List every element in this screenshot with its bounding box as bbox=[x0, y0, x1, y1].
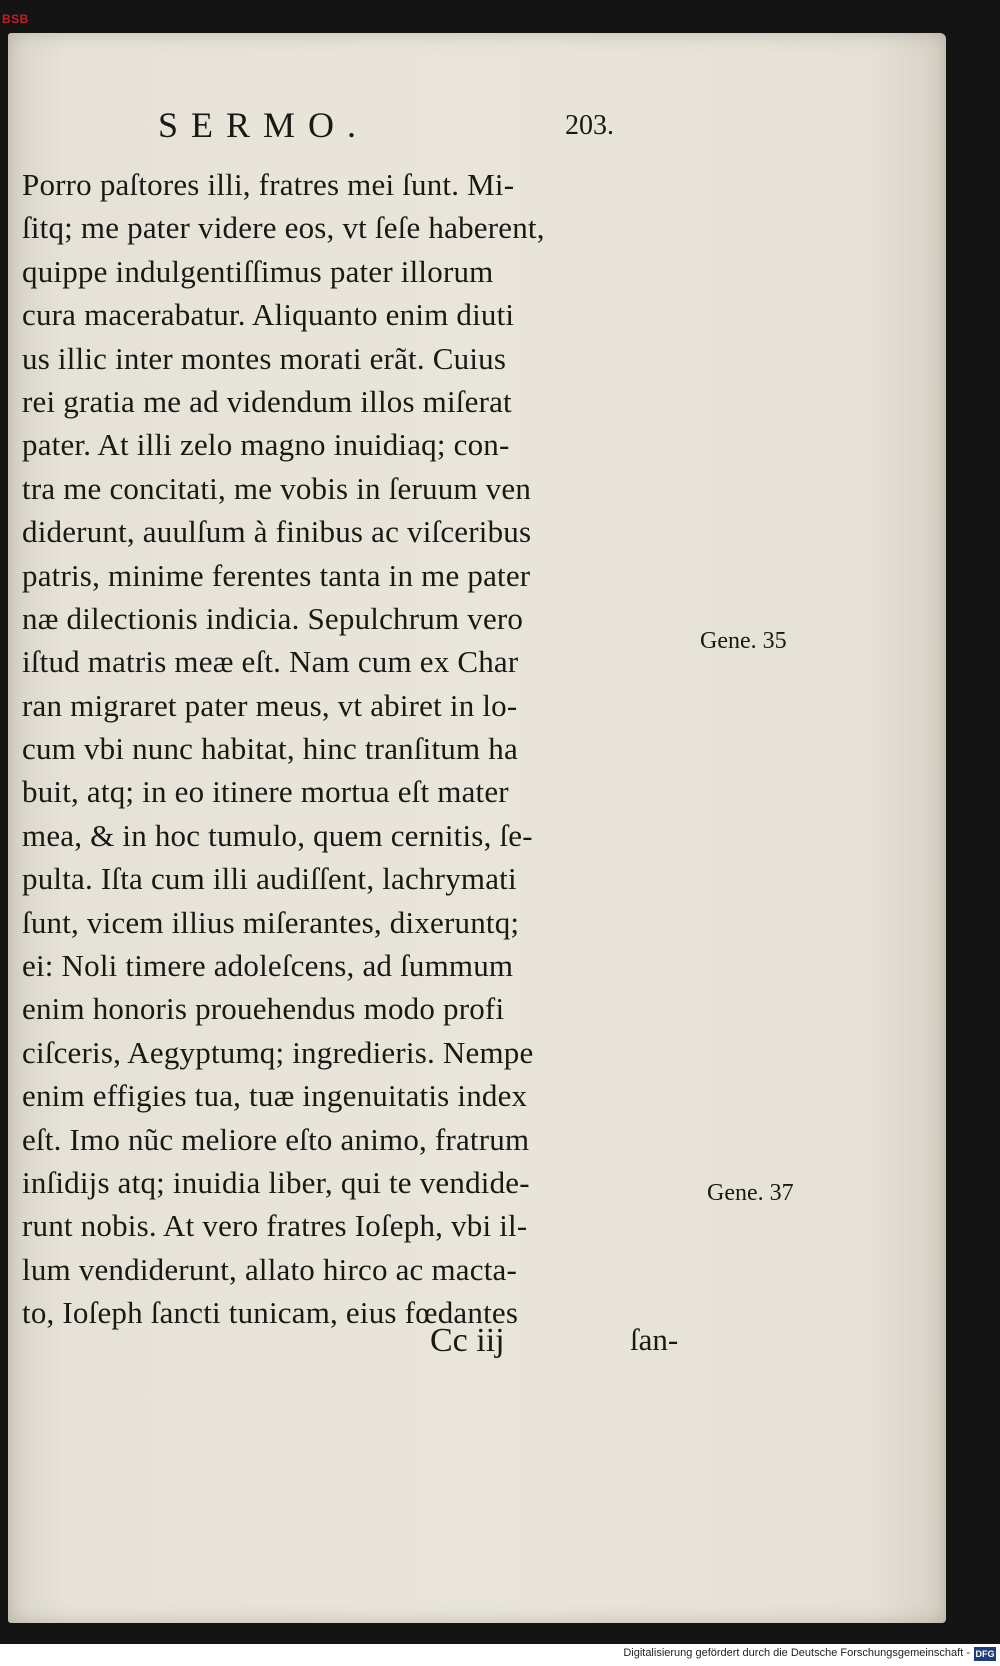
text-line: eſt. Imo nũc meliore eſto animo, fratrum bbox=[22, 1121, 530, 1157]
text-line: enim effigies tua, tuæ ingenuitatis index bbox=[22, 1078, 528, 1114]
text-line: iſtud matris meæ eſt. Nam cum ex Char bbox=[22, 644, 519, 680]
text-line: rei gratia me ad videndum illos miſerat bbox=[22, 383, 512, 419]
text-line: Porro paſtores illi, fratres mei ſunt. Mi- bbox=[22, 167, 515, 202]
text-line: enim honoris prouehendus modo profi bbox=[22, 991, 505, 1027]
text-line: mea, & in hoc tumulo, quem cernitis, ſe- bbox=[22, 817, 533, 853]
credit-bar bbox=[0, 1644, 1000, 1666]
text-line: pater. At illi zelo magno inuidiaq; con- bbox=[22, 427, 510, 463]
text-line: næ dilectionis indicia. Sepulchrum vero bbox=[22, 600, 524, 636]
text-line: cura macerabatur. Aliquanto enim diuti bbox=[22, 297, 515, 333]
main-text bbox=[22, 163, 702, 1335]
margin-note-gene-37: Gene. 37 bbox=[707, 1180, 794, 1206]
text-line: ſitq; me pater videre eos, vt ſeſe haberent, bbox=[22, 210, 545, 246]
text-line: cum vbi nunc habitat, hinc tranſitum ha bbox=[22, 731, 518, 767]
library-stamp: BSB bbox=[2, 12, 29, 26]
text-line: diderunt, auulſum à finibus ac viſceribus bbox=[22, 514, 532, 550]
text-line: ran migraret pater meus, vt abiret in lo- bbox=[22, 687, 518, 723]
text-line: ei: Noli timere adoleſcens, ad ſummum bbox=[22, 948, 514, 984]
text-line: buit, atq; in eo itinere mortua eſt mater bbox=[22, 774, 509, 810]
text-line: us illic inter montes morati erãt. Cuius bbox=[22, 340, 507, 376]
text-line: runt nobis. At vero fratres Ioſeph, vbi il- bbox=[22, 1208, 528, 1244]
text-line: to, Ioſeph ſancti tunicam, eius fœdantes bbox=[22, 1295, 519, 1331]
page-number: 203. bbox=[565, 110, 614, 141]
text-line: pulta. Iſta cum illi audiſſent, lachrymati bbox=[22, 861, 517, 897]
signature-mark: Cc iij bbox=[430, 1322, 505, 1359]
text-line: inſidijs atq; inuidia liber, qui te vendide- bbox=[22, 1164, 530, 1200]
catchword: ſan- bbox=[630, 1322, 679, 1357]
funding-credit: Digitalisierung gefördert durch die Deutsche Forschungsgemeinschaft - bbox=[623, 1647, 970, 1659]
text-line: ciſceris, Aegyptumq; ingredieris. Nempe bbox=[22, 1034, 534, 1070]
margin-note-gene-35: Gene. 35 bbox=[700, 628, 787, 654]
text-line: quippe indulgentiſſimus pater illorum bbox=[22, 253, 494, 289]
text-line: tra me concitati, me vobis in ſeruum ven bbox=[22, 470, 532, 506]
text-line: patris, minime ferentes tanta in me pater bbox=[22, 557, 531, 593]
text-line: ſunt, vicem illius miſerantes, dixeruntq; bbox=[22, 904, 520, 940]
text-line: lum vendiderunt, allato hirco ac macta- bbox=[22, 1251, 517, 1287]
running-head: SERMO. bbox=[158, 105, 370, 145]
dfg-logo: DFG bbox=[975, 1649, 995, 1659]
